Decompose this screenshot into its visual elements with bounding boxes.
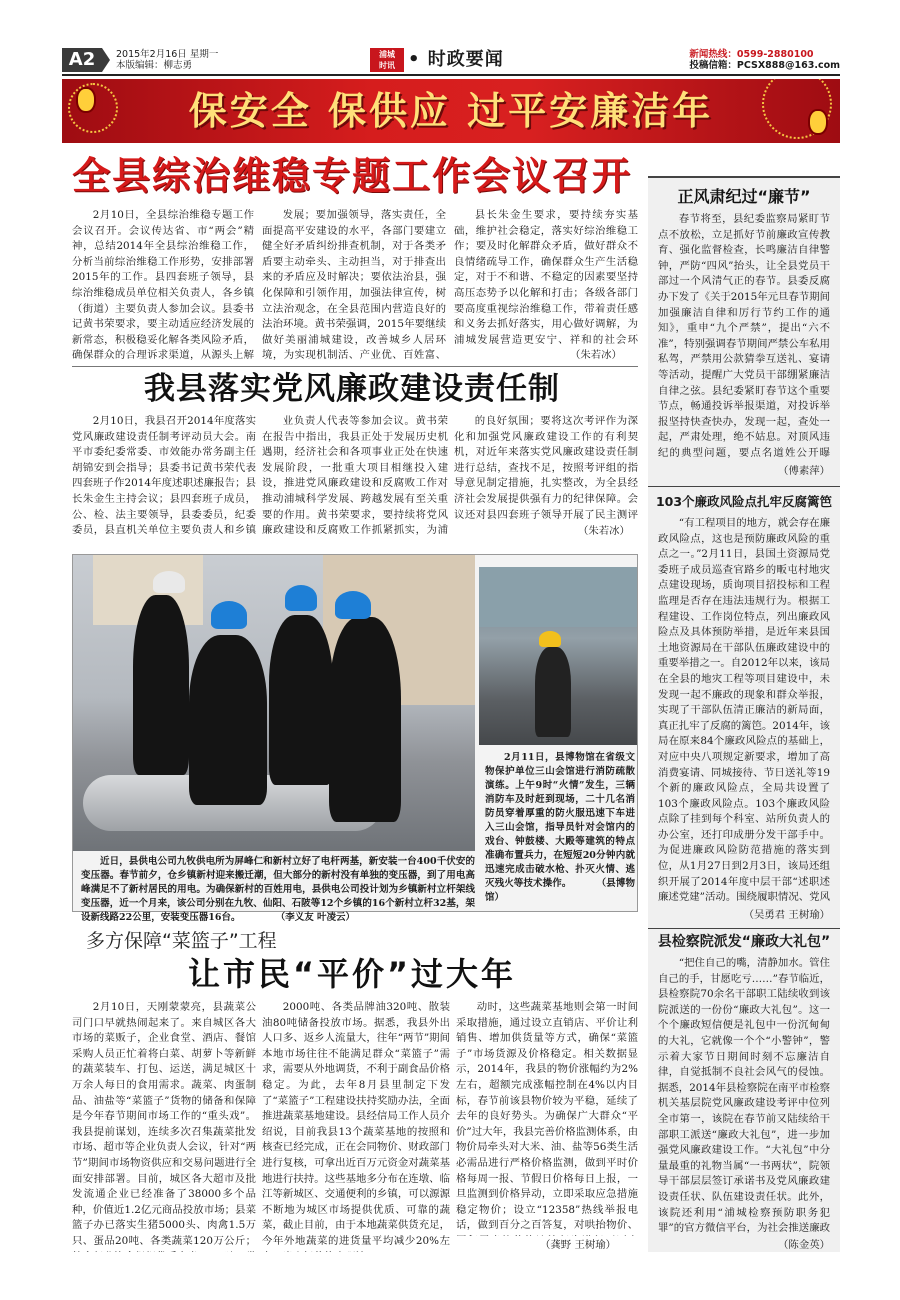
worker-figure xyxy=(133,595,189,775)
masthead-rule xyxy=(62,74,840,76)
sidebar xyxy=(648,176,840,1252)
helmet-icon xyxy=(539,631,561,647)
contact-block xyxy=(689,49,840,71)
paper-logo xyxy=(370,48,404,72)
caption-museum-text: 2月11日，县博物馆在省级文物保护单位三山会馆进行消防疏散演练。上午9时“火情”发生，三辆消防车及时赶到现场，二十几名消防员穿着厚重的防火服迅速下车进入三山会馆，指导员针对会馆内的戏台、钟鼓楼、大殿等建筑的特点准确布置兵力，在短短20分钟内就迅速完成击破水枪、扑灭火情、逃灭残火等技术操作。 xyxy=(485,752,635,889)
sidebar-article-3-title: 县检察院派发“廉政大礼包” xyxy=(657,934,831,950)
sidebar-article-1-byline: （傅素萍） xyxy=(778,465,830,477)
sidebar-article-1-title: 正风肃纪过“廉节” xyxy=(677,187,811,206)
caption-museum-byline: （县博物馆） xyxy=(485,878,635,903)
photo-caption-museum xyxy=(485,751,635,905)
hotline-label: 新闻热线： xyxy=(689,49,737,60)
helmet-icon xyxy=(335,591,371,619)
helmet-icon xyxy=(211,601,247,629)
article-3-kicker: 多方保障“菜篮子”工程 xyxy=(86,930,277,952)
hotline-number: 0599-2880100 xyxy=(736,49,814,60)
firefighter-figure xyxy=(535,647,571,737)
article-2-column-3: 的良好氛围；要将这次考评作为深化和加强党风廉政建设工作的有利契机，对近年来落实党风廉政建设责任制进行总结，查找不足，按照考评组的指导意见制定措施，扎实整改，为全县经济社会发展提供强有力的纪律保障。会议还对县四套班子领导开展了民主测评 xyxy=(454,415,638,521)
logo-line-2: 时讯 xyxy=(379,61,395,70)
caption-power-byline: （李义友 叶凌云） xyxy=(280,912,356,923)
section-name: • 时政要闻 xyxy=(408,49,504,70)
worker-figure xyxy=(329,617,401,822)
email-label: 投稿信箱： xyxy=(689,60,737,71)
photo-caption-power xyxy=(81,855,475,925)
sidebar-article-2-body: “有工程项目的地方，就会存在廉政风险点，这也是预防廉政风险的重点之一。”2月11日，县国土资源局党委班子成员巡查官路乡的畈屯村地灾点建设现场，质询项目招投标和工程监理是否存在违法违规行为。根据工程建设、工作岗位特点，列出廉政风险点及具体预防举措，是近年来县国土地资源局在干部队伍廉政建设中的重要举措之一。自2012年以来，该局在全县的地灾工程等项目建设中，未发现一起不廉政的现象和群众举报，实现了干部队伍清正廉洁的新局面，真正扎牢了反腐的篱笆。2014年，该局在原来84个廉政风险点的基础上，对应中央八项规定新要求，增加了高消费宴请、同城接待、节日送礼等19个新的廉政风险点，全局共设置了103个廉政风险点。103个廉政风险点除了挂到每个科室、站所负责人的办公室，还打印成册分发干部手中。为促进廉政风险防范措施的落实到位，从1月27日到2月3日，该局还组织开展了2014年度中层干部“述职述廉述党建”活动。围绕履职情况、党风 xyxy=(658,517,830,904)
article-1-column-3: 县长朱金生要求，要持续夯实基础，维护社会稳定，落实好综治维稳工作；要及时化解群众矛盾，做好群众不良情绪疏导工作，确保群众生产生活稳定，对于不和谐、不稳定的因素要坚持高压态势予以化解和打击；各级各部门要高度重视综治维稳工作，带着责任感和义务去抓好落实，用心做好调解，为浦城发展营造更安宁、祥和的社会环 xyxy=(454,209,638,346)
helmet-icon xyxy=(153,571,185,593)
banner-slogan: 保安全 保供应 过平安廉洁年 xyxy=(188,88,714,133)
article-2-column-2: 业负责人代表等参加会议。黄书荣在报告中指出，我县正处于发展历史机遇期，经济社会和各项事业正处在快速发展阶段，一批重大项目相继投入建设，推进党风廉政建设和反腐败工作对推动浦城科学发展、跨越发展有至关重要的作用。黄书荣要求，要持续将党风廉政建设和反腐败工作抓紧抓实，为浦 xyxy=(262,415,448,537)
article-2-byline: （朱若冰） xyxy=(578,525,630,537)
article-1-byline: （朱若冰） xyxy=(570,349,622,361)
article-3-column-2: 2000吨、各类品牌油320吨、散装油80吨储备投放市场。据悉，我县外出人口多、返乡人流量大，往年“两节”期间本地市场往往不能满足群众“菜篮子”需求，需要从外地调货，不利于副食品价格稳定。为此，去年8月县里制定下发了“菜篮子”工程建设扶持奖励办法，全面推进蔬菜基地建设。县经信局工作人员介绍说，目前我县13个蔬菜基地的按照和核查已经完成，正在会同物价、财政部门进行复核，可拿出近百万元资金对蔬菜基地进行扶持。这些基地多分布在连墩、临江等新城区、交通便利的乡镇，可以源源不断地为城区市场提供优质、可靠的蔬菜，截止目前，由于本地蔬菜供货充足，今年外地蔬菜的进货量平均减少20%左 xyxy=(262,1001,450,1247)
sidebar-article-1-body: 春节将至，县纪委监察局紧盯节点不放松，立足抓好节前廉政宣传教育、强化监督检查，长鸣廉洁自律警钟，严防“四风”抬头，让全县党员干部过一个风清气正的春节。县委反腐办下发了《关于2015年元旦春节期间加强廉洁自律和厉行节约工作的通知》，重申“九个严禁”，提出“六不准”，特别强调春节期间严禁公车私用私驾，严禁用公款猜拳互送礼、宴请等活动，提醒广大党员干部绷紧廉洁自律之弦。县纪委紧盯春节这个重要节点，畅通投诉举报渠道，对投诉举报坚持快查快办，发现一起，查处一起，严肃处理，绝不姑息。对顶风违纪的典型问题，要点名道姓公开曝 xyxy=(658,213,830,459)
article-3-headline: 让市民“平价”过大年 xyxy=(187,955,517,993)
sidebar-article-2-byline: （吴勇君 王树瑜） xyxy=(743,909,830,921)
divider xyxy=(648,486,840,487)
page-number: A2 xyxy=(62,48,102,72)
logo-line-1: 浦城 xyxy=(379,50,395,59)
editor-credit: 本版编辑：柳志勇 xyxy=(116,60,193,71)
worker-figure xyxy=(269,615,333,785)
photo-building xyxy=(479,567,637,627)
email-address: PCSX888@163.com xyxy=(736,60,840,71)
article-1-column-2: 发展；要加强领导，落实责任，全面提高平安建设的水平，各部门要建立健全好矛盾纠纷排查机制，对于各类矛盾要主动牵头、主动担当，对于排查出来的矛盾应及时解决；要依法治县，强化保障和引领作用，加强法律宣传，树立法治观念，在全县范围内营造良好的法治环境。黄书荣强调，2015年要继续做好美丽浦城建设，改善城乡人居环境，为实现机制活、产业优、百姓富、 xyxy=(262,209,446,362)
photo-block xyxy=(72,554,638,923)
sidebar-article-3-byline: （陈金英） xyxy=(778,1239,830,1251)
divider xyxy=(72,366,638,367)
holiday-banner xyxy=(62,79,840,143)
helmet-icon xyxy=(285,585,317,611)
caption-power-text: 近日，县供电公司九牧供电所为屏峰仁和新村立好了电杆两基，新安装一台400千伏安的变压器。春节前夕，仓乡镇新村迎来搬迁潮，但大部分的新村没有单独的变压器，到了用电高峰满足不了新村居民的用电。为确保新村的百姓用电，县供电公司投计划为乡镇新村立杆架线变压器，近一个月来，该公司分别在九牧、仙阳、石陂等12个乡镇的16个新村立杆32基，架设新线路22公里，安装变压器16台。 xyxy=(81,856,475,923)
worker-figure xyxy=(189,635,267,805)
sidebar-article-3-body: “把住自己的嘴，清静加水。管住自己的手，甘愿吃亏……”春节临近，县检察院70余名干部职工陆续收到该院派送的一份份“廉政大礼包”。这一个个廉政短信便是礼包中一份沉甸甸的大礼，它就像一个个“小警钟”，警示着大家节日期间时刻不忘廉洁自律，自觉抵制不良社会风气的侵蚀。据悉，2014年县检察院在南平市检察机关基层院党风廉政建设考评中位列全市第一，该院在春节前又陆续给干部职工派送“廉政大礼包”，进一步加强党风廉政建设工作。“大礼包”中分量最重的礼物当属“一书两状”，院领导干部层层签订承诺书及党风廉政建设责任状、队伍建设责任状。此外，该院还利用“浦城检察预防职务犯罪”的官方微信平台，为社会推送廉政 xyxy=(658,957,830,1235)
article-1-column-1: 2月10日，全县综治维稳专题工作会议召开。会议传达省、市“两会”精神，总结2014年全县综治维稳工作，分析当前综治维稳工作形势，安排部署2015年的工作。县四套班子领导，县综治维稳成员单位相关负责人，各乡镇（街道）主要负责人参加会议。县委书记黄书荣要求，要主动适应经济发展的新常态，积极稳妥化解各类风险矛盾，确保群众的合理诉求渠道，从源头上解 xyxy=(72,209,254,362)
photo-fire-drill xyxy=(479,567,637,745)
photo-power-workers xyxy=(73,555,475,851)
sidebar-article-2-title: 103个廉政风险点扎牢反腐篱笆 xyxy=(655,494,833,509)
article-3-column-1: 2月10日，天刚蒙蒙亮，县蔬菜公司门口早就热闹起来了。来自城区各大市场的菜贩子，企业食堂、酒店、餐馆采购人员正忙着将白菜、胡萝卜等新鲜的蔬菜装车、打包、运送，满足城区十万余人每日的食用需求。蔬菜、肉蛋制品、油盐等“菜篮子”货物的储备和保障是今年春节期间市场工作的“重头戏”。我县提前谋划，连续多次召集蔬菜批发市场、超市等企业负责人会议，针对“两节”期间市场物资供应和交易问题进行全面安排部署。目前，城区各大超市及批发流通企业已经准备了38000多个品种，价值近1.2亿元商品投放市场；县菜篮子办已落实生猪5000头、肉禽1.5万只、蛋品20吨、各类蔬菜120万公斤； xyxy=(72,1001,256,1247)
divider xyxy=(648,928,840,929)
issue-date: 2015年2月16日 星期一 xyxy=(116,49,219,60)
article-2-column-1: 2月10日，我县召开2014年度落实党风廉政建设责任制考评动员大会。南平市委纪委常委、市效能办常务副主任胡锦安到会指导；县委书记黄书荣代表四套班子作2014年度述职述廉报告；县长朱金生主持会议；县四套班子成员，公、检、法主要领导，县委委员，纪委委员，县直机关单位主要负责人和乡镇 xyxy=(72,415,256,537)
article-2-headline: 我县落实党风廉政建设责任制 xyxy=(144,371,560,407)
date-editor-block xyxy=(116,49,218,71)
article-1-headline: 全县综治维稳专题工作会议召开 xyxy=(71,154,632,198)
article-3-byline: （龚野 王树瑜） xyxy=(540,1239,617,1251)
masthead xyxy=(62,48,840,72)
article-3-column-3: 动时，这些蔬菜基地则会第一时间采取措施，通过设立直销店、平价让利销售、增加供货量等方式，确保“菜篮子”市场货源及价格稳定。相关数据显示，2014年，我县的物价涨幅约为2%左右，超额完成涨幅控制在4%以内目标，春节前该县物价较为平稳，延续了去年的良好势头。为确保广大群众“平价”过大年，我县完善价格监测体系，由物价局牵头对大米、油、盐等56类生活必需品进行严格价格监测，做到平时价格每周一报、节假日价格每日上报，一旦监测到价格异动，立即采取应急措施稳定物价；设立“12358”热线举报电话，做到百分之百答复，对哄抬物价、 xyxy=(456,1001,638,1232)
